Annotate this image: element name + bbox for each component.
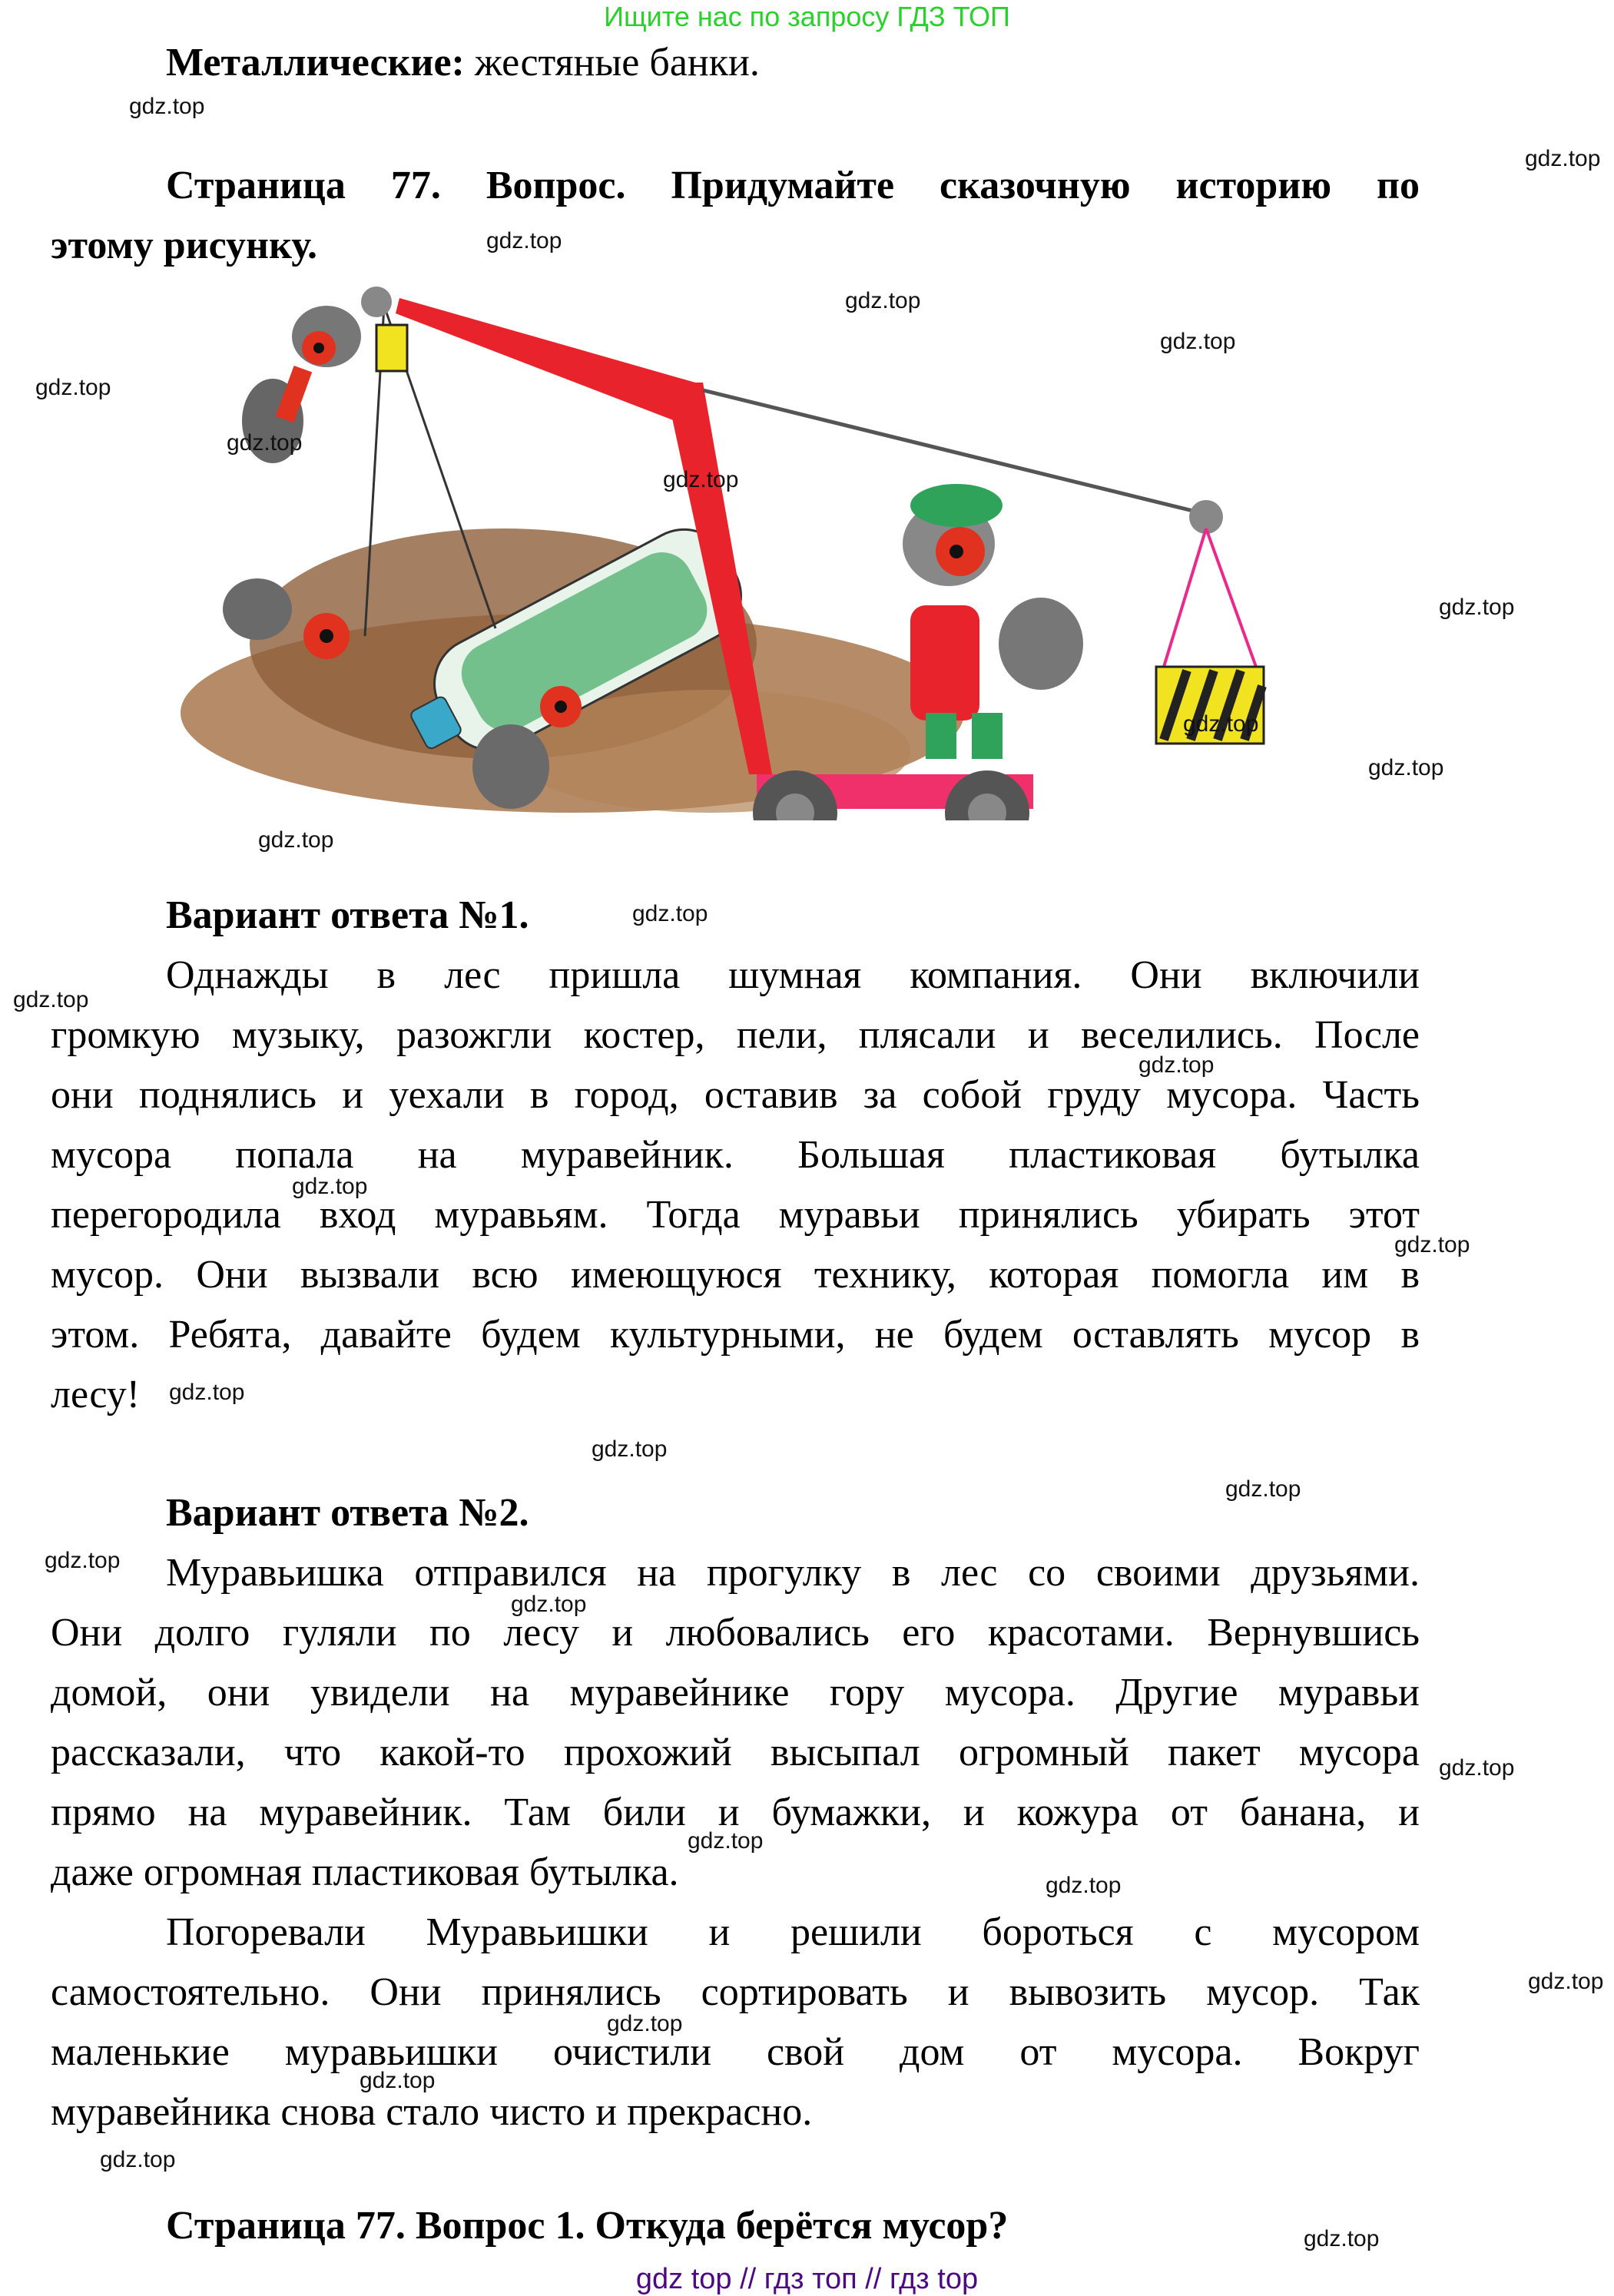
metal-text: жестяные банки. (464, 41, 760, 84)
variant1-line: они поднялись и уехали в город, оставив за собой груду мусора. Часть (51, 1073, 1420, 1117)
question-title-line2: этому рисунку. (51, 224, 318, 267)
variant2-line: прямо на муравейник. Там били и бумажки, и кожура от банана, и (51, 1791, 1420, 1834)
variant2-line: маленькие муравьишки очистили свой дом от мусора. Вокруг (51, 2030, 1420, 2074)
variant1-line: перегородила вход муравьям. Тогда муравьи принялись убирать этот (51, 1193, 1420, 1237)
variant2-line: муравейника снова стало чисто и прекрасно. (51, 2090, 813, 2134)
variant2-line: Погоревали Муравьишки и решили бороться с мусором (166, 1910, 1420, 1954)
variant1-title: Вариант ответа №1. (166, 893, 529, 937)
watermark: gdz.top (1046, 1873, 1122, 1898)
variant1-line: этом. Ребята, давайте будем культурными, не будем оставлять мусор в (51, 1313, 1420, 1357)
watermark: gdz.top (592, 1436, 668, 1462)
variant2-line: рассказали, что какой-то прохожий высыпал огромный пакет мусора (51, 1731, 1420, 1774)
question-title-line1: Страница 77. Вопрос. Придумайте сказочную историю по (166, 164, 1420, 207)
watermark: gdz.top (129, 94, 205, 119)
metal-line (166, 40, 760, 86)
watermark: gdz.top (1439, 595, 1515, 620)
top-banner: Ищите нас по запросу ГДЗ ТОП (604, 1, 1010, 32)
footer-links[interactable]: gdz top // гдз топ // гдз top (635, 2263, 979, 2295)
variant2-line: домой, они увидели на муравейнике гору мусора. Другие муравьи (51, 1671, 1420, 1715)
watermark: gdz.top (227, 430, 303, 456)
watermark: gdz.top (1138, 1052, 1215, 1078)
watermark: gdz.top (360, 2068, 436, 2093)
watermark: gdz.top (1225, 1476, 1301, 1502)
watermark: gdz.top (486, 228, 562, 253)
watermark: gdz.top (45, 1548, 121, 1573)
watermark: gdz.top (1304, 2226, 1380, 2251)
watermark: gdz.top (1528, 1969, 1604, 1994)
variant1-line: громкую музыку, разожгли костер, пели, плясали и веселились. После (51, 1013, 1420, 1057)
next-question-title: Страница 77. Вопрос 1. Откуда берётся мусор? (166, 2204, 1009, 2248)
watermark: gdz.top (688, 1828, 764, 1854)
watermark: gdz.top (1394, 1232, 1470, 1257)
watermark: gdz.top (632, 901, 708, 926)
variant2-line: Они долго гуляли по лесу и любовались его красотами. Вернувшись (51, 1611, 1420, 1655)
watermark: gdz.top (1525, 146, 1601, 171)
variant1-line: мусор. Они вызвали всю имеющуюся технику, которая помогла им в (51, 1253, 1420, 1297)
watermark: gdz.top (1183, 711, 1259, 737)
watermark: gdz.top (13, 987, 89, 1012)
watermark: gdz.top (511, 1592, 587, 1617)
watermark: gdz.top (1160, 329, 1236, 354)
watermark: gdz.top (845, 288, 921, 313)
watermark: gdz.top (258, 827, 334, 853)
watermark: gdz.top (35, 375, 111, 400)
variant2-title: Вариант ответа №2. (166, 1491, 529, 1535)
watermark: gdz.top (663, 467, 739, 492)
illustration-ants-crane (173, 283, 1294, 820)
watermark: gdz.top (292, 1174, 368, 1199)
variant2-line: Муравьишка отправился на прогулку в лес со своими друзьями. (166, 1551, 1420, 1595)
watermark: gdz.top (100, 2147, 176, 2172)
metal-label: Металлические: (166, 41, 465, 84)
variant2-line: самостоятельно. Они принялись сортировать и вывозить мусор. Так (51, 1970, 1420, 2014)
variant1-line: мусора попала на муравейник. Большая пластиковая бутылка (51, 1133, 1420, 1177)
variant1-line: лесу! (51, 1373, 141, 1416)
variant1-line: Однажды в лес пришла шумная компания. Они включили (166, 953, 1420, 997)
variant2-line: даже огромная пластиковая бутылка. (51, 1850, 679, 1894)
ants-crane-image (173, 283, 1294, 820)
watermark: gdz.top (1368, 755, 1444, 780)
watermark: gdz.top (607, 2011, 683, 2036)
watermark: gdz.top (169, 1380, 245, 1405)
watermark: gdz.top (1439, 1755, 1515, 1781)
